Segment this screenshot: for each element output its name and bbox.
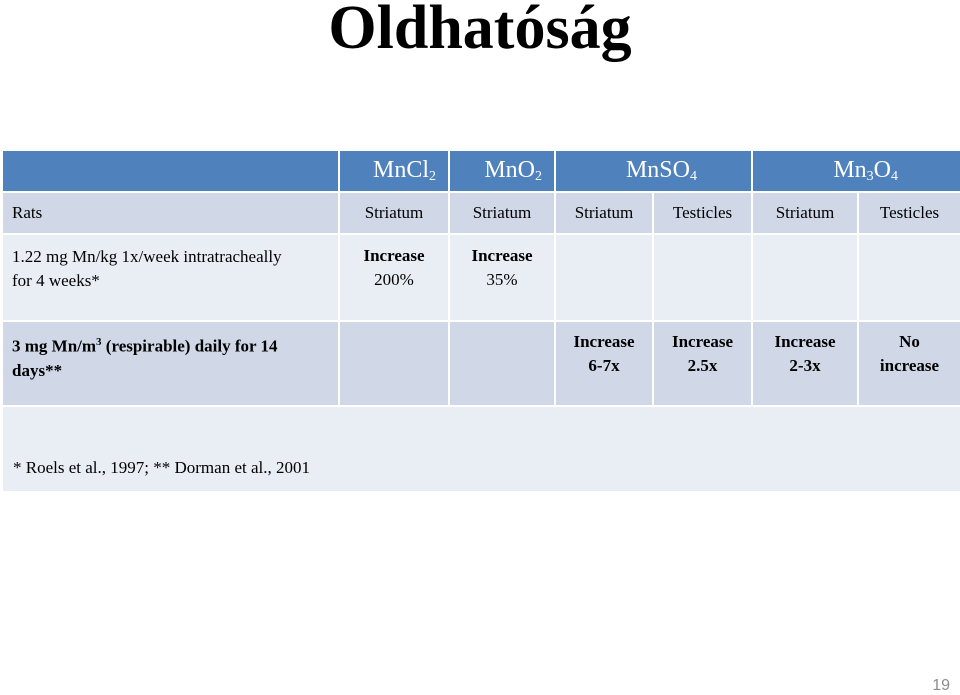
tissue-cell: Striatum — [340, 193, 448, 233]
compound-subscript: 3 — [866, 169, 874, 184]
value-line2: 35% — [486, 270, 518, 289]
footnote-cell — [3, 407, 960, 491]
value-cell-empty — [654, 235, 751, 320]
value-line1: Increase — [774, 332, 836, 351]
value-cell-empty — [340, 322, 448, 405]
compound-name: MnCl — [372, 156, 429, 183]
tissue-cell: Testicles — [859, 193, 960, 233]
value-line2: increase — [879, 356, 940, 375]
value-cell — [654, 322, 751, 405]
tissue-row — [3, 193, 960, 233]
tissue-cell: Striatum — [556, 193, 652, 233]
value-cell — [556, 322, 652, 405]
value-line1: Increase — [671, 332, 734, 351]
value-cell-empty — [859, 235, 960, 320]
value-cell — [340, 235, 448, 320]
footnote-text: * Roels et al., 1997; ** Dorman et al., 2001 — [13, 458, 310, 477]
row-label-text: 1.22 mg Mn/kg 1x/week intratracheally for 4 weeks* — [12, 247, 282, 290]
value-cell — [753, 322, 857, 405]
value-line1: Increase — [363, 246, 425, 265]
row-label — [3, 235, 338, 320]
value-line1: No — [899, 332, 920, 351]
tissue-cell: Testicles — [654, 193, 751, 233]
tissue-cell: Striatum — [450, 193, 554, 233]
compound-subscript-2: 4 — [891, 169, 898, 184]
footnote-row — [3, 407, 960, 491]
value-cell-empty — [753, 235, 857, 320]
value-cell-empty — [450, 322, 554, 405]
value-cell — [859, 322, 960, 405]
header-mnso4 — [556, 151, 751, 191]
table-row — [3, 235, 960, 320]
table-header-row — [3, 151, 960, 191]
compound-name: MnO — [484, 156, 535, 183]
header-mncl2 — [340, 151, 448, 191]
value-line1: Increase — [471, 246, 533, 265]
value-line2: 2-3x — [789, 356, 821, 375]
slide-title: Oldhatóság — [328, 0, 632, 62]
value-line2: 200% — [374, 270, 414, 289]
row-label — [3, 322, 338, 405]
table-row — [3, 322, 960, 405]
value-line1: Increase — [573, 332, 635, 351]
row-label-pre: 3 mg Mn/m — [12, 336, 97, 356]
page-number: 19 — [932, 677, 950, 694]
compound-subscript: 4 — [690, 169, 697, 184]
compound-name-suffix: O — [873, 156, 891, 183]
value-line2: 6-7x — [588, 356, 620, 375]
compound-subscript: 2 — [429, 169, 436, 184]
header-mno2 — [450, 151, 554, 191]
compound-name: MnSO — [625, 156, 690, 183]
header-mn3o4 — [753, 151, 960, 191]
compound-name: Mn — [833, 156, 867, 183]
value-line2: 2.5x — [687, 356, 718, 375]
row-label-post: (respirable) daily for 14 days** — [12, 336, 278, 380]
value-cell — [450, 235, 554, 320]
compound-subscript: 2 — [535, 169, 542, 184]
row-label-rats: Rats — [3, 193, 338, 233]
tissue-cell: Striatum — [753, 193, 857, 233]
value-cell-empty — [556, 235, 652, 320]
row-label-text — [12, 330, 322, 383]
header-empty-cell — [3, 151, 338, 191]
row-label-sup: 3 — [96, 336, 102, 348]
